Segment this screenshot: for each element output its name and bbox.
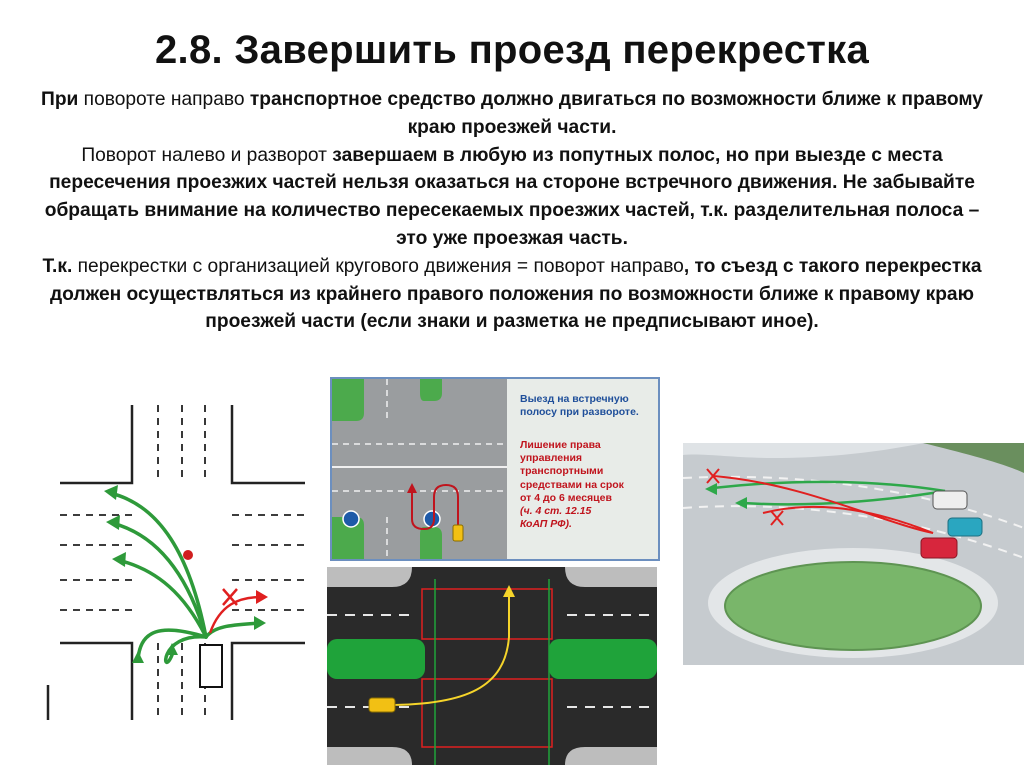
u-turn-penalty-panel — [330, 377, 660, 561]
penalty-text — [520, 439, 655, 531]
car-box — [200, 645, 222, 687]
penalty-line-1: Лишение права — [520, 439, 601, 451]
roundabout-exit-diagram — [683, 443, 1024, 665]
intersection-arrows-diagram — [40, 405, 310, 720]
p3-bold-2: , то съезд с такого перекрестка должен осуществляться из крайнего правого положения по возможности ближе к правому краю проезжей части (если знаки и разметка не предписывают иное). — [50, 255, 982, 333]
penalty-line-3: транспортными — [520, 465, 604, 478]
p2-bold-1: завершаем в любую из попутных полос, но при выезде с места пересечения проезжих частей нельзя оказаться на стороне встречного движения. Не забывайте обращать внимание на количество пересекаемых проезжих частей, т.к. разделительная полоса – это уже проезжая часть. — [44, 144, 980, 249]
p1-normal-1: повороте направо — [78, 89, 250, 110]
p1-bold-2: транспортное средство должно двигаться по возможности ближе к правому краю проезжей части. — [249, 89, 983, 138]
penalty-line-7b: . — [568, 518, 572, 531]
penalty-line-5: от 4 до 6 месяцев — [520, 491, 612, 504]
p3-normal-1: перекрестки с организацией кругового движения = поворот направо — [72, 255, 684, 277]
p1-bold-1: При — [41, 89, 79, 110]
rules-text — [30, 86, 994, 336]
penalty-line-4: средствами на срок — [520, 478, 624, 491]
p3-bold-1: Т.к. — [42, 255, 73, 277]
penalty-line-6: (ч. 4 ст. 12.15 — [520, 505, 592, 518]
penalty-line-2: управления — [520, 452, 583, 465]
penalty-line-7: КоАП РФ) — [520, 518, 569, 531]
slide-title: 2.8. Завершить проезд перекрестка — [154, 28, 870, 72]
p2-normal-1: Поворот налево и разворот — [81, 144, 333, 166]
divided-road-left-turn-diagram — [327, 567, 657, 765]
penalty-heading: Выезд на встречную полосу при развороте. — [520, 393, 639, 418]
